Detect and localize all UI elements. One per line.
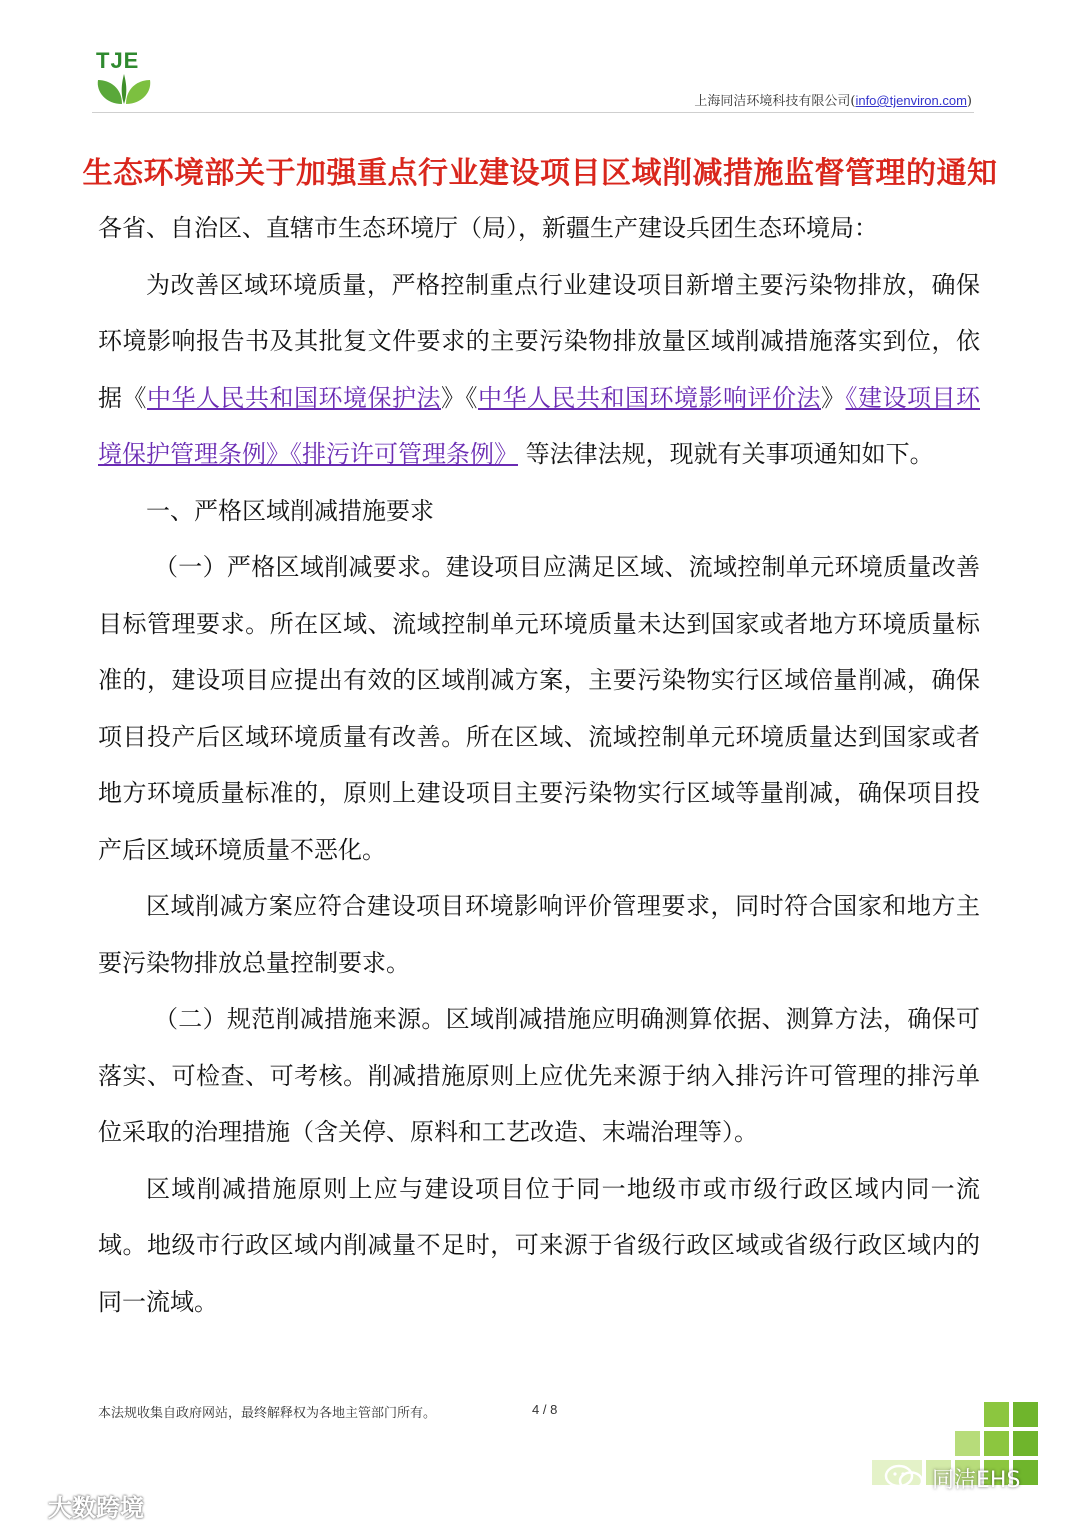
company-close: ) [966,94,972,109]
intro-text-1: 为改善区域环境质量，严格控制重点行业建设项目新增主要污染物排放，确保环境影响报告书及其批复文件要求的主要污染物排放量区域削减措施落实到位，依据《 [98,270,980,412]
intro-text-2: 》《 [441,383,478,412]
block [984,1431,1009,1456]
paragraph-1: （一）严格区域削减要求。建设项目应满足区域、流域控制单元环境质量改善目标管理要求。所在区域、流域控制单元环境质量未达到国家或者地方环境质量标准的，建设项目应提出有效的区域削减方案，主要污染物实行区域倍量削减，确保项目投产后区域环境质量有改善。所在区域、流域控制单元环境质量达到国家或者地方环境质量标准的，原则上建设项目主要污染物实行区域等量削减，确保项目投产后区域环境质量不恶化。 [98,553,980,864]
watermark [8,1488,144,1523]
company-email-link[interactable]: info@tjenviron.com [855,93,967,108]
block [955,1431,980,1456]
paragraph-2: 区域削减方案应符合建设项目环境影响评价管理要求，同时符合国家和地方主要污染物排放总量控制要求。 [98,892,980,977]
document-title: 生态环境部关于加强重点行业建设项目区域削减措施监督管理的通知 [82,156,998,191]
block [1013,1402,1038,1427]
law-link-eia[interactable]: 中华人民共和国环境影响评价法 [478,383,821,412]
company-name: 上海同洁环境科技有限公司( [694,94,856,109]
law-link-regulations[interactable]: 《建设项目环境保护管理条例》《排污许可管理条例》 [98,383,980,468]
law-link-environmental-protection[interactable]: 中华人民共和国环境保护法 [147,383,441,412]
company-logo [92,48,164,108]
company-contact [694,90,972,109]
leaf-icon [92,70,156,106]
intro-text-3: 》 [821,383,846,412]
footer-note: 本法规收集自政府网站，最终解释权为各地主管部门所有。 [98,1406,437,1421]
block [984,1402,1009,1427]
watermark-text: 大数跨境 [48,1494,144,1522]
intro-paragraph [98,257,980,483]
block [1013,1431,1038,1456]
wechat-account-name: 同洁EHS [932,1467,1021,1493]
page-number: 4 / 8 [532,1402,558,1417]
header-divider [92,112,974,113]
wechat-icon [884,1463,924,1493]
document-body [98,200,980,1330]
section-heading-1: 一、严格区域削减措施要求 [146,496,434,525]
salutation: 各省、自治区、直辖市生态环境厅（局），新疆生产建设兵团生态环境局： [98,214,878,242]
logo-text: TJE [96,48,140,73]
weibo-icon [8,1492,42,1520]
paragraph-4: 区域削减措施原则上应与建设项目位于同一地级市或市级行政区域内同一流域。地级市行政区域内削减量不足时，可来源于省级行政区域或省级行政区域内的同一流域。 [98,1174,980,1316]
wechat-account-badge [884,1458,1020,1498]
paragraph-3: （二）规范削减措施来源。区域削减措施应明确测算依据、测算方法，确保可落实、可检查、可考核。削减措施原则上应优先来源于纳入排污许可管理的排污单位采取的治理措施（含关停、原料和工艺改造、末端治理等）。 [98,1005,980,1146]
intro-text-4: 等法律法规，现就有关事项通知如下。 [518,440,934,468]
